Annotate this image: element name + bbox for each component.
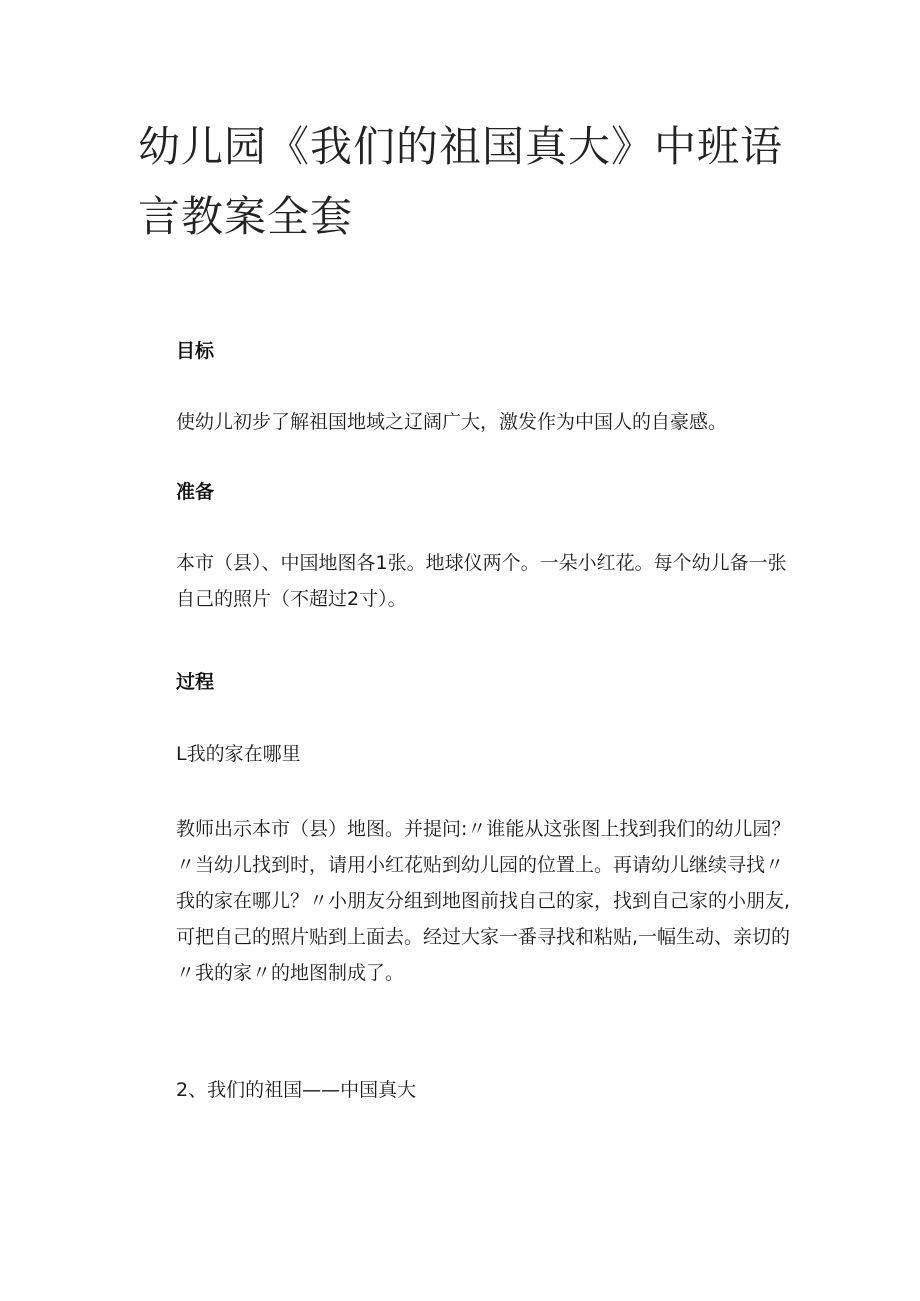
step2-title: 2、我们的祖国——中国真大 xyxy=(176,1079,417,1101)
process-heading: 过程 xyxy=(176,671,215,693)
prep-text: 本市（县）、中国地图各1张。地球仪两个。一朵小红花。每个幼儿备一张自己的照片（不超过2寸）。 xyxy=(176,552,787,610)
prep-heading: 准备 xyxy=(176,481,215,503)
goal-text: 使幼儿初步了解祖国地域之辽阔广大，激发作为中国人的自豪感。 xyxy=(176,411,728,433)
step1-text: 教师出示本市（县）地图。并提问:〃谁能从这张图上找到我们的幼儿园？〃当幼儿找到时，请用小红花贴到幼儿园的位置上。再请幼儿继续寻找〃我的家在哪儿？〃小朋友分组到地图前找自己的家，找到自己家的小朋友,可把自己的照片贴到上面去。经过大家一番寻找和粘贴,一幅生动、亲切的〃我的家〃的地图制成了。 xyxy=(176,818,791,984)
step1-title: L我的家在哪里 xyxy=(176,743,301,765)
document-title: 幼儿园《我们的祖国真大》中班语言教案全套 xyxy=(138,122,784,241)
goal-heading: 目标 xyxy=(176,340,215,362)
